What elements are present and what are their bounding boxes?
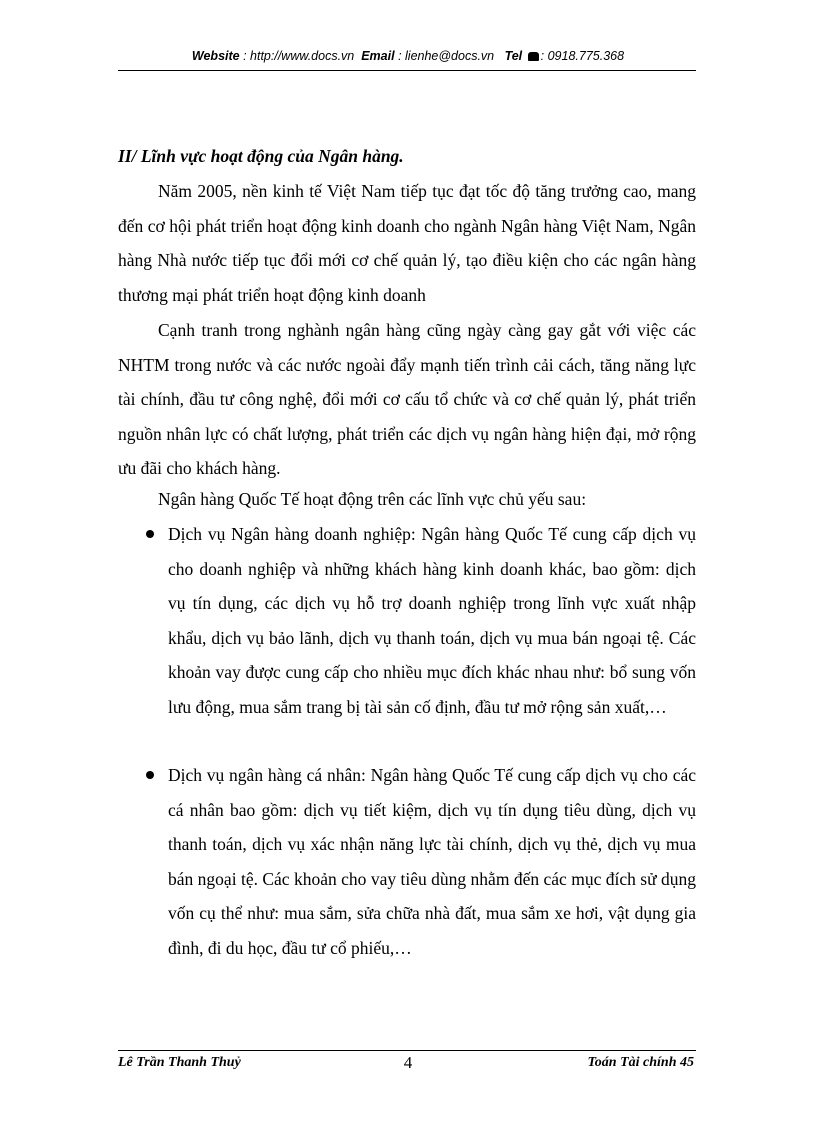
header-divider bbox=[118, 70, 696, 71]
paragraph-intro-services: Ngân hàng Quốc Tế hoạt động trên các lĩnh vực chủ yếu sau: bbox=[158, 489, 587, 509]
website-value: : http://www.docs.vn bbox=[243, 49, 355, 63]
email-value: : lienhe@docs.vn bbox=[398, 49, 495, 63]
footer-author: Lê Trần Thanh Thuỷ bbox=[118, 1055, 241, 1070]
paragraph-competition: Cạnh tranh trong nghành ngân hàng cũng ngày càng gay gắt với việc các NHTM trong nước và các nước ngoài đẩy mạnh tiến trình cải cách, tăng năng lực tài chính, đầu tư công nghệ, đổi mới cơ cấu tổ chức và cơ chế quản lý, phát triển nguồn nhân lực có chất lượng, phát triển các dịch vụ ngân hàng hiện đại, mở rộng ưu đãi cho khách hàng. bbox=[118, 320, 696, 478]
bullet-list-corporate bbox=[118, 517, 696, 724]
bullet-icon bbox=[146, 530, 154, 538]
tel-value: : 0918.775.368 bbox=[540, 49, 625, 63]
bullet-list-personal bbox=[118, 758, 696, 965]
tel-label: Tel bbox=[504, 49, 523, 63]
section-title: II/ Lĩnh vực hoạt động của Ngân hàng. bbox=[118, 146, 404, 166]
page-number: 4 bbox=[403, 1053, 413, 1072]
phone-icon bbox=[528, 52, 539, 61]
bullet-text-corporate-banking: Dịch vụ Ngân hàng doanh nghiệp: Ngân hàng Quốc Tế cung cấp dịch vụ cho doanh nghiệp và những khách hàng kinh doanh khác, bao gồm: dịch vụ tín dụng, các dịch vụ hỗ trợ doanh nghiệp trong lĩnh vực xuất nhập khẩu, dịch vụ bảo lãnh, dịch vụ thanh toán, dịch vụ mua bán ngoại tệ. Các khoản vay được cung cấp cho nhiều mục đích khác nhau như: bổ sung vốn lưu động, mua sắm trang bị tài sản cố định, đầu tư mở rộng sản xuất,… bbox=[168, 524, 696, 717]
website-label: Website bbox=[191, 49, 240, 63]
page-header bbox=[118, 49, 698, 63]
bullet-text-personal-banking: Dịch vụ ngân hàng cá nhân: Ngân hàng Quốc Tế cung cấp dịch vụ cho các cá nhân bao gồm: dịch vụ tiết kiệm, dịch vụ tín dụng tiêu dùng, dịch vụ thanh toán, dịch vụ xác nhận năng lực tài chính, dịch vụ thẻ, dịch vụ mua bán ngoại tệ. Các khoản cho vay tiêu dùng nhằm đến các mục đích sử dụng vốn cụ thể như: mua sắm, sửa chữa nhà đất, mua sắm xe hơi, vật dụng gia đình, đi du học, đầu tư cổ phiếu,… bbox=[168, 765, 696, 958]
list-item bbox=[118, 517, 696, 724]
list-item bbox=[118, 758, 696, 965]
bullet-icon bbox=[146, 771, 154, 779]
email-label: Email bbox=[361, 49, 395, 63]
footer-course: Toán Tài chính 45 bbox=[587, 1055, 694, 1070]
paragraph-economy: Năm 2005, nền kinh tế Việt Nam tiếp tục đạt tốc độ tăng trưởng cao, mang đến cơ hội phát triển hoạt động kinh doanh cho ngành Ngân hàng Việt Nam, Ngân hàng Nhà nước tiếp tục đổi mới cơ chế quản lý, tạo điều kiện cho các ngân hàng thương mại phát triển hoạt động kinh doanh bbox=[118, 181, 696, 305]
footer-divider bbox=[118, 1050, 696, 1051]
